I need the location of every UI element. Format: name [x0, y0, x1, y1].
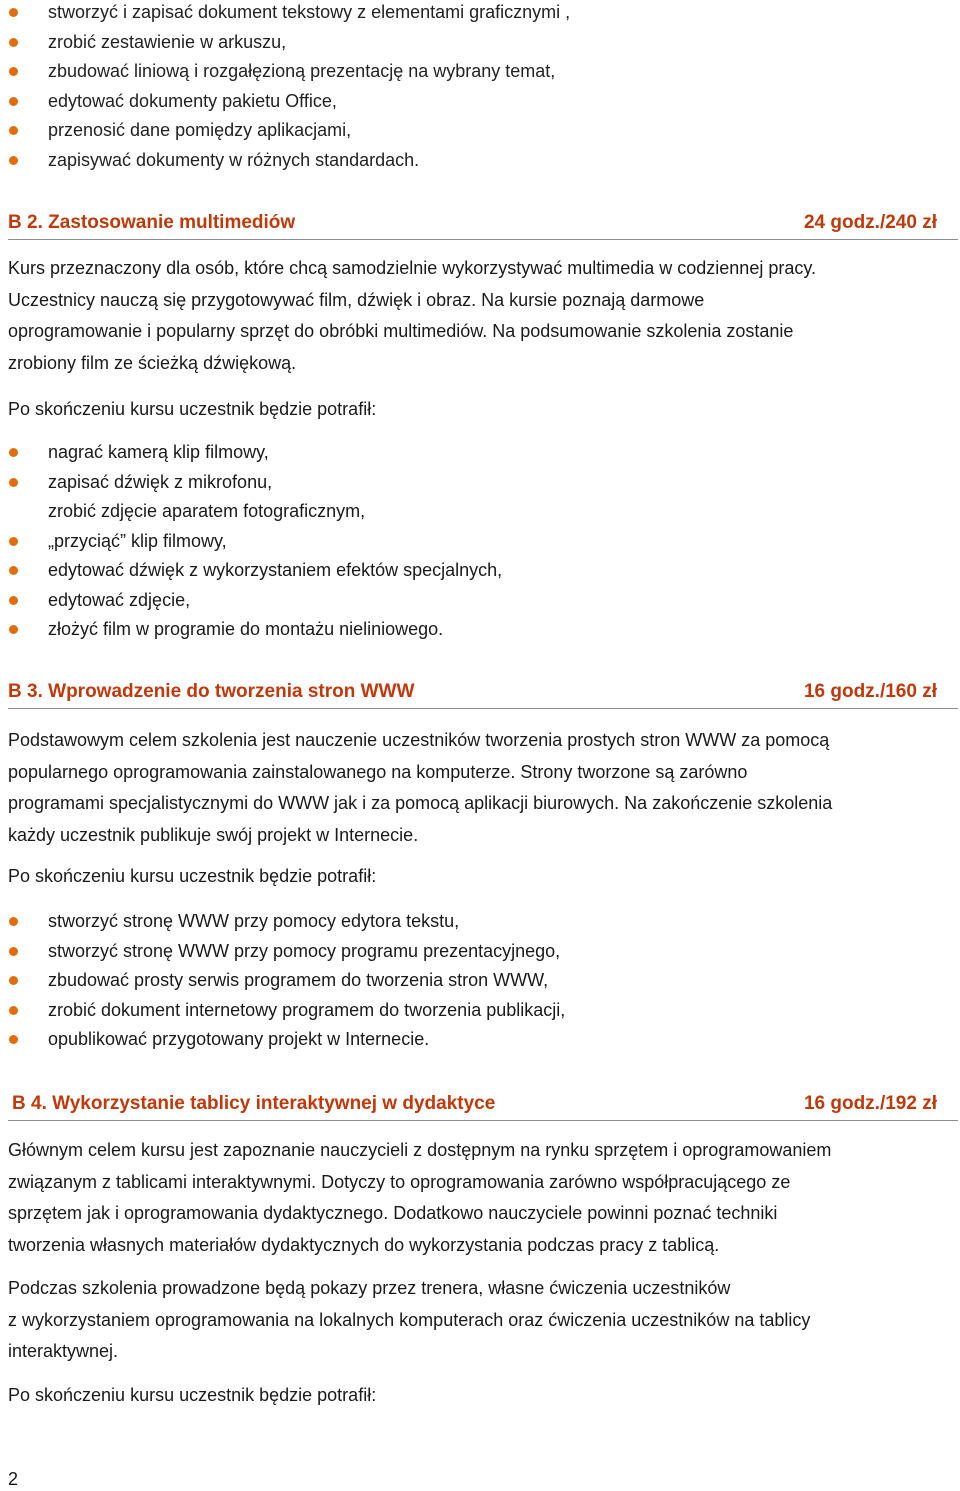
list-item: stworzyć i zapisać dokument tekstowy z elementami graficznymi ,: [0, 0, 940, 28]
list-item: opublikować przygotowany projekt w Internecie.: [0, 1025, 940, 1055]
skills-intro-b3: Po skończeniu kursu uczestnik będzie potrafił:: [8, 866, 377, 886]
section-heading-b2: [8, 209, 958, 240]
bullet-icon: [9, 126, 18, 135]
skills-list-b3: [0, 907, 940, 1055]
section-title: B 4. Wykorzystanie tablicy interaktywnej w dydaktyce: [12, 1093, 496, 1114]
list-item: zrobić zdjęcie aparatem fotograficznym,: [48, 501, 366, 521]
section-price: 24 godz./240 zł: [803, 212, 937, 233]
list-item: zrobić dokument internetowy programem do tworzenia publikacji,: [0, 996, 940, 1026]
list-item: edytować dźwięk z wykorzystaniem efektów specjalnych,: [0, 556, 940, 586]
bullet-icon: [9, 976, 18, 985]
section-price: 16 godz./160 zł: [803, 681, 937, 702]
section-title: B 3. Wprowadzenie do tworzenia stron WWW: [8, 681, 415, 702]
list-item: zapisywać dokumenty w różnych standardach.: [0, 146, 940, 176]
bullet-icon: [9, 97, 18, 106]
skills-list-b1: [0, 0, 940, 175]
section-description-b3: Podstawowym celem szkolenia jest nauczenie uczestników tworzenia prostych stron WWW za pomocą popularnego oprogramowania zainstalowanego na komputerze. Strony tworzone są zarówno programami specjalistycznymi do WWW jak i za pomocą aplikacji biurowych. Na zakończenie szkolenia każdy uczestnik publikuje swój projekt w Internecie.: [8, 730, 833, 845]
bullet-icon: [9, 156, 18, 165]
section-heading-b3: [8, 678, 958, 709]
bullet-icon: [9, 596, 18, 605]
bullet-icon: [9, 8, 18, 17]
bullet-icon: [9, 448, 18, 457]
section-price: 16 godz./192 zł: [803, 1093, 937, 1114]
bullet-icon: [9, 38, 18, 47]
bullet-icon: [9, 537, 18, 546]
page-number: 2: [8, 1469, 19, 1489]
list-item: zapisać dźwięk z mikrofonu,: [0, 468, 940, 498]
list-item: przenosić dane pomiędzy aplikacjami,: [0, 116, 940, 146]
section-description-b2: Kurs przeznaczony dla osób, które chcą samodzielnie wykorzystywać multimedia w codziennej pracy. Uczestnicy nauczą się przygotowywać film, dźwięk i obraz. Na kursie poznają darmowe oprogramowanie i popularny sprzęt do obróbki multimediów. Na podsumowanie szkolenia zostanie zrobiony film ze ścieżką dźwiękową.: [8, 258, 817, 373]
skills-list-b2: [0, 438, 940, 645]
bullet-icon: [9, 67, 18, 76]
bullet-icon: [9, 625, 18, 634]
section-heading-b4: [8, 1090, 958, 1121]
list-item: nagrać kamerą klip filmowy,: [0, 438, 940, 468]
list-item: „przyciąć” klip filmowy,: [0, 527, 940, 557]
skills-intro-b4: Po skończeniu kursu uczestnik będzie potrafił:: [8, 1385, 377, 1405]
bullet-icon: [9, 917, 18, 926]
list-item: zbudować liniową i rozgałęzioną prezentację na wybrany temat,: [0, 57, 940, 87]
section-description-b4: Głównym celem kursu jest zapoznanie nauczycieli z dostępnym na rynku sprzętem i oprogramowaniem związanym z tablicami interaktywnymi. Dotyczy to oprogramowania zarówno współpracującego ze sprzętem jak i oprogramowania dydaktycznego. Dodatkowo nauczyciele powinni poznać techniki tworzenia własnych materiałów dydaktycznych do wykorzystania podczas pracy z tablicą.: [8, 1140, 832, 1255]
section-title: B 2. Zastosowanie multimediów: [8, 212, 296, 233]
list-item: zbudować prosty serwis programem do tworzenia stron WWW,: [0, 966, 940, 996]
bullet-icon: [9, 947, 18, 956]
list-item: stworzyć stronę WWW przy pomocy programu prezentacyjnego,: [0, 937, 940, 967]
list-item: złożyć film w programie do montażu nieliniowego.: [0, 615, 940, 645]
list-item: stworzyć stronę WWW przy pomocy edytora tekstu,: [0, 907, 940, 937]
list-item: edytować zdjęcie,: [0, 586, 940, 616]
bullet-icon: [9, 478, 18, 487]
bullet-icon: [9, 566, 18, 575]
bullet-icon: [9, 1006, 18, 1015]
bullet-icon: [9, 1035, 18, 1044]
list-item: edytować dokumenty pakietu Office,: [0, 87, 940, 117]
list-item: zrobić zestawienie w arkuszu,: [0, 28, 940, 58]
skills-intro-b2: Po skończeniu kursu uczestnik będzie potrafił:: [8, 399, 377, 419]
section-description-b4-part2: Podczas szkolenia prowadzone będą pokazy przez trenera, własne ćwiczenia uczestników z wykorzystaniem oprogramowania na lokalnych komputerach oraz ćwiczenia uczestników na tablicy interaktywnej.: [8, 1278, 811, 1361]
